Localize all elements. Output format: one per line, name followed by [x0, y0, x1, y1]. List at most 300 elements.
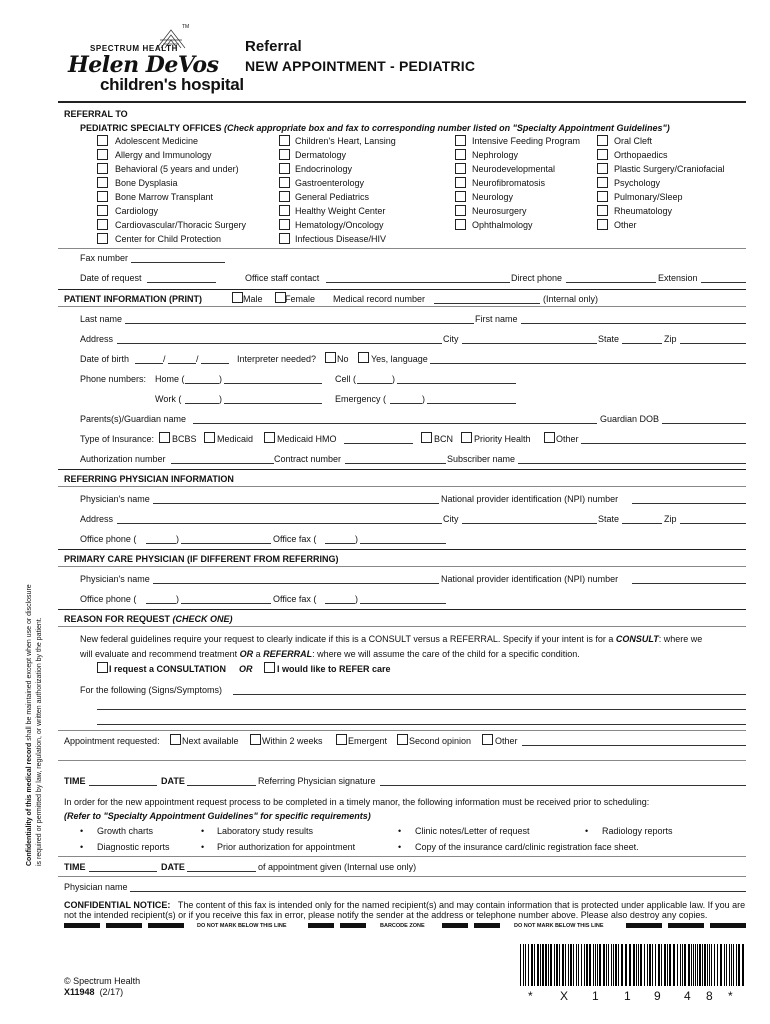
checkbox-hematology-oncology[interactable]: [279, 219, 290, 230]
barcode-bar: [707, 944, 708, 986]
date-label: DATE: [161, 776, 185, 786]
pcp-npi-label: National provider identification (NPI) number: [441, 574, 619, 584]
referring-phone-area-field[interactable]: [146, 543, 176, 544]
work-phone-label: Work (: [155, 394, 182, 404]
divider: [58, 469, 746, 470]
pcp-name-field[interactable]: [153, 583, 439, 584]
barcode-bar: [523, 944, 524, 986]
divider: [58, 760, 746, 761]
barcode-bar: [603, 944, 605, 986]
do-not-mark-label-2: DO NOT MARK BELOW THIS LINE: [514, 923, 604, 929]
office-label: Neurosurgery: [472, 206, 527, 216]
checkbox-within-2-weeks[interactable]: [250, 734, 261, 745]
confidentiality-side-note-1: Confidentiality of this medical record shall be maintained except when use or disclosure: [26, 584, 33, 866]
home-phone-field[interactable]: [224, 383, 322, 384]
barcode-char: 1: [592, 989, 599, 1003]
referring-physician-name-label: Physician's name: [80, 494, 150, 504]
checkbox-oral-cleft[interactable]: [597, 135, 608, 146]
barcode-bar: [625, 944, 627, 986]
barcode-bar: [534, 944, 535, 986]
office-label: Healthy Weight Center: [295, 206, 386, 216]
checkbox-behavioral[interactable]: [97, 163, 108, 174]
barcode-bar: [733, 944, 734, 986]
referring-city-field[interactable]: [462, 523, 597, 524]
patient-info-heading: PATIENT INFORMATION (PRINT): [64, 294, 202, 304]
checkbox-gastroenterology[interactable]: [279, 177, 290, 188]
divider: [58, 248, 746, 249]
checkbox-nephrology[interactable]: [455, 149, 466, 160]
checkbox-intensive-feeding[interactable]: [455, 135, 466, 146]
marker-block: [626, 923, 662, 928]
checkbox-medicaid-hmo[interactable]: [264, 432, 275, 443]
office-label: Cardiovascular/Thoracic Surgery: [115, 220, 247, 230]
paren-close: ): [422, 394, 425, 404]
divider: [58, 289, 746, 290]
barcode-bar: [636, 944, 637, 986]
office-label: Plastic Surgery/Craniofacial: [614, 164, 725, 174]
office-label: Other: [614, 220, 637, 230]
guidelines-note: (Refer to "Specialty Appointment Guidelines" for specific requirements): [64, 811, 371, 821]
barcode-bar: [559, 944, 560, 986]
referring-npi-field[interactable]: [632, 503, 746, 504]
phone-numbers-label: Phone numbers:: [80, 374, 147, 384]
office-label: Pulmonary/Sleep: [614, 192, 683, 202]
signs-symptoms-field-2[interactable]: [97, 709, 746, 710]
checkbox-childrens-heart[interactable]: [279, 135, 290, 146]
office-label: Intensive Feeding Program: [472, 136, 581, 146]
divider: [58, 856, 746, 857]
appointment-other-field[interactable]: [522, 745, 746, 746]
pcp-heading: PRIMARY CARE PHYSICIAN (IF DIFFERENT FROM REFERRING): [64, 554, 339, 564]
barcode-bar: [589, 944, 591, 986]
barcode-bar: [621, 944, 623, 986]
appointment-option: Second opinion: [409, 736, 472, 746]
confidential-notice-line-2: not the intended recipient(s) or if you receive this fax in error, please notify the sender at the address or telephone number above. Please also destroy any copies.: [64, 910, 708, 920]
barcode-bar: [606, 944, 607, 986]
barcode-bar: [537, 944, 539, 986]
insurance-other-field[interactable]: [581, 443, 746, 444]
yes-language-label: Yes, language: [371, 354, 428, 364]
city-label: City: [443, 334, 459, 344]
barcode-bar: [742, 944, 744, 986]
signs-symptoms-label: For the following (Signs/Symptoms): [80, 685, 223, 695]
barcode-bar: [576, 944, 577, 986]
medicaid-hmo-label: Medicaid HMO: [277, 434, 337, 444]
form-subtitle: NEW APPOINTMENT - PEDIATRIC: [245, 58, 476, 74]
office-label: Gastroenterology: [295, 178, 365, 188]
checkbox-next-available[interactable]: [170, 734, 181, 745]
checkbox-allergy-immunology[interactable]: [97, 149, 108, 160]
barcode-char: 9: [654, 989, 661, 1003]
cell-phone-field[interactable]: [397, 383, 516, 384]
barcode-bar: [581, 944, 582, 986]
barcode-bar: [658, 944, 660, 986]
barcode-bar: [548, 944, 549, 986]
last-name-label: Last name: [80, 314, 123, 324]
referring-physician-heading: REFERRING PHYSICIAN INFORMATION: [64, 474, 234, 484]
paren-close: ): [219, 394, 222, 404]
office-label: Dermatology: [295, 150, 347, 160]
required-item: Prior authorization for appointment: [217, 842, 356, 852]
insurance-other-label: Other: [556, 434, 579, 444]
paren-close: ): [355, 594, 358, 604]
barcode-bar: [578, 944, 579, 986]
checkbox-cardiovascular-thoracic[interactable]: [97, 219, 108, 230]
barcode-bar: [677, 944, 678, 986]
medicaid-label: Medicaid: [217, 434, 254, 444]
city-field[interactable]: [462, 343, 597, 344]
barcode-bar: [688, 944, 690, 986]
office-label: Rheumatology: [614, 206, 673, 216]
no-label: No: [337, 354, 349, 364]
checkbox-interpreter-no[interactable]: [325, 352, 336, 363]
pcp-fax-field[interactable]: [360, 603, 446, 604]
checkbox-adolescent-medicine[interactable]: [97, 135, 108, 146]
checkbox-bcn[interactable]: [421, 432, 432, 443]
signs-symptoms-field-1[interactable]: [233, 694, 746, 695]
office-label: Allergy and Immunology: [115, 150, 212, 160]
checkbox-bone-marrow-transplant[interactable]: [97, 191, 108, 202]
zip-label: Zip: [664, 334, 677, 344]
checkbox-appointment-other[interactable]: [482, 734, 493, 745]
checkbox-second-opinion[interactable]: [397, 734, 408, 745]
referring-signature-label: Referring Physician signature: [258, 776, 376, 786]
guardian-name-field[interactable]: [193, 423, 597, 424]
barcode-bar: [699, 944, 701, 986]
barcode-bar: [731, 944, 732, 986]
divider: [58, 549, 746, 550]
referring-office-fax-label: Office fax (: [273, 534, 317, 544]
checkbox-interpreter-yes[interactable]: [358, 352, 369, 363]
barcode-bar: [738, 944, 740, 986]
work-area-field[interactable]: [185, 403, 219, 404]
checkbox-general-pediatrics[interactable]: [279, 191, 290, 202]
pcp-phone-field[interactable]: [181, 603, 271, 604]
checkbox-healthy-weight[interactable]: [279, 205, 290, 216]
office-label: Behavioral (5 years and under): [115, 164, 239, 174]
or-label: OR: [239, 664, 253, 674]
dob-month-field[interactable]: [135, 363, 163, 364]
barcode-bar: [649, 944, 651, 986]
barcode-bar: [633, 944, 635, 986]
work-phone-field[interactable]: [224, 403, 322, 404]
date-of-request-label: Date of request: [80, 273, 142, 283]
checkbox-endocrinology[interactable]: [279, 163, 290, 174]
office-label: Cardiology: [115, 206, 159, 216]
emergency-phone-field[interactable]: [427, 403, 516, 404]
referring-state-label: State: [598, 514, 620, 524]
dob-year-field[interactable]: [201, 363, 229, 364]
paren-close: ): [392, 374, 395, 384]
referring-physician-name-field[interactable]: [153, 503, 439, 504]
barcode-bar: [655, 944, 656, 986]
home-phone-label: Home (: [155, 374, 185, 384]
referring-state-field[interactable]: [622, 523, 662, 524]
office-label: Children's Heart, Lansing: [295, 136, 396, 146]
checkbox-neurosurgery[interactable]: [455, 205, 466, 216]
first-name-field[interactable]: [521, 323, 746, 324]
referring-zip-field[interactable]: [680, 523, 746, 524]
direct-phone-label: Direct phone: [511, 273, 563, 283]
checkbox-consultation[interactable]: [97, 662, 108, 673]
marker-block: [106, 923, 142, 928]
mrn-field[interactable]: [434, 303, 540, 304]
insurance-label: Type of Insurance:: [80, 434, 155, 444]
barcode-bar: [528, 944, 529, 986]
priority-health-label: Priority Health: [474, 434, 531, 444]
fax-number-field[interactable]: [131, 262, 225, 263]
internal-only-label: (Internal only): [543, 294, 599, 304]
pcp-office-fax-label: Office fax (: [273, 594, 317, 604]
office-label: Bone Dysplasia: [115, 178, 178, 188]
checkbox-rheumatology[interactable]: [597, 205, 608, 216]
reason-heading: REASON FOR REQUEST (CHECK ONE): [64, 614, 233, 624]
contract-field[interactable]: [345, 463, 446, 464]
date-field[interactable]: [187, 785, 256, 786]
office-label: Neurodevelopmental: [472, 164, 556, 174]
office-label: Ophthalmology: [472, 220, 533, 230]
confidentiality-side-note-2: is required or permitted by law, regulation, or written authorization by the patient.: [36, 617, 43, 866]
barcode-bar: [661, 944, 662, 986]
checkbox-neurology[interactable]: [455, 191, 466, 202]
female-label: Female: [285, 294, 316, 304]
office-staff-contact-field[interactable]: [326, 282, 510, 283]
logo-mark-icon: [155, 26, 187, 50]
checkbox-medicaid[interactable]: [204, 432, 215, 443]
checkbox-neurodevelopmental[interactable]: [455, 163, 466, 174]
pcp-name-label: Physician's name: [80, 574, 150, 584]
checkbox-other-office[interactable]: [597, 219, 608, 230]
checkbox-refer-care[interactable]: [264, 662, 275, 673]
time-field[interactable]: [89, 785, 157, 786]
emergency-area-field[interactable]: [390, 403, 422, 404]
required-item: Radiology reports: [602, 826, 673, 836]
barcode-bar: [611, 944, 612, 986]
checkbox-psychology[interactable]: [597, 177, 608, 188]
barcode-bar: [573, 944, 574, 986]
referring-phone-field[interactable]: [181, 543, 271, 544]
home-area-field[interactable]: [185, 383, 219, 384]
form-title: Referral: [245, 38, 302, 55]
barcode-bar: [640, 944, 642, 986]
bullet: •: [398, 842, 402, 852]
checkbox-ophthalmology[interactable]: [455, 219, 466, 230]
given-date-field[interactable]: [187, 871, 256, 872]
referring-address-label: Address: [80, 514, 114, 524]
office-label: Orthopaedics: [614, 150, 668, 160]
direct-phone-field[interactable]: [566, 282, 656, 283]
pcp-fax-area-field[interactable]: [325, 603, 355, 604]
barcode-bar: [608, 944, 609, 986]
zip-field[interactable]: [680, 343, 746, 344]
bcn-label: BCN: [434, 434, 454, 444]
marker-block: [340, 923, 366, 928]
logo-tm: TM: [182, 24, 190, 30]
checkbox-emergent[interactable]: [336, 734, 347, 745]
checkbox-insurance-other[interactable]: [544, 432, 555, 443]
barcode-bar: [542, 944, 544, 986]
barcode-bar: [736, 944, 737, 986]
interpreter-label: Interpreter needed?: [237, 354, 317, 364]
checkbox-plastic-surgery[interactable]: [597, 163, 608, 174]
barcode-char: *: [728, 989, 733, 1003]
pcp-phone-area-field[interactable]: [146, 603, 176, 604]
checkbox-priority-health[interactable]: [461, 432, 472, 443]
barcode-bar: [673, 944, 675, 986]
cell-phone-label: Cell (: [335, 374, 357, 384]
office-label: Adolescent Medicine: [115, 136, 199, 146]
barcode-zone-label: BARCODE ZONE: [380, 923, 425, 929]
language-field[interactable]: [430, 363, 746, 364]
confidential-notice-line-1: CONFIDENTIAL NOTICE: The content of this fax is intended only for the named recipient(s) and may contain information that is protected under applicable law. If you are: [64, 900, 746, 910]
copyright: © Spectrum Health: [64, 976, 141, 986]
guardian-dob-field[interactable]: [662, 423, 746, 424]
physician-name-field[interactable]: [130, 891, 746, 892]
office-label: Infectious Disease/HIV: [295, 234, 387, 244]
barcode-char: *: [528, 989, 533, 1003]
date-of-request-field[interactable]: [147, 282, 216, 283]
appointment-option: Next available: [182, 736, 239, 746]
barcode-bar: [597, 944, 598, 986]
guardian-dob-label: Guardian DOB: [600, 414, 660, 424]
referring-address-field[interactable]: [117, 523, 442, 524]
barcode-char: 8: [706, 989, 713, 1003]
medicaid-hmo-field[interactable]: [344, 443, 413, 444]
barcode-bar: [584, 944, 585, 986]
mrn-label: Medical record number: [333, 294, 426, 304]
barcode-bar: [726, 944, 727, 986]
barcode-bar: [556, 944, 558, 986]
barcode-bar: [667, 944, 668, 986]
appointment-option: Within 2 weeks: [262, 736, 323, 746]
checkbox-neurofibromatosis[interactable]: [455, 177, 466, 188]
required-item: Clinic notes/Letter of request: [415, 826, 530, 836]
subscriber-field[interactable]: [518, 463, 746, 464]
barcode-bar: [562, 944, 564, 986]
do-not-mark-label-1: DO NOT MARK BELOW THIS LINE: [197, 923, 287, 929]
checkbox-child-protection[interactable]: [97, 233, 108, 244]
barcode-bar: [595, 944, 596, 986]
referring-fax-area-field[interactable]: [325, 543, 355, 544]
state-field[interactable]: [622, 343, 662, 344]
marker-block: [308, 923, 334, 928]
barcode-bar: [720, 944, 722, 986]
extension-field[interactable]: [701, 282, 746, 283]
given-time-label: TIME: [64, 862, 86, 872]
reason-paragraph-1: New federal guidelines require your request to clearly indicate if this is a CONSULT versus a REFERRAL. Specify if your intent is for a CONSULT: where we: [80, 634, 703, 644]
barcode-bar: [669, 944, 671, 986]
bullet: •: [398, 826, 402, 836]
office-label: Neurofibromatosis: [472, 178, 546, 188]
last-name-field[interactable]: [125, 323, 474, 324]
barcode-bar: [693, 944, 694, 986]
divider: [58, 609, 746, 610]
bullet: •: [201, 826, 205, 836]
marker-block: [474, 923, 500, 928]
cell-area-field[interactable]: [357, 383, 392, 384]
dob-label: Date of birth: [80, 354, 130, 364]
barcode-bar: [717, 944, 718, 986]
header-divider: [58, 101, 746, 103]
barcode-bar: [638, 944, 639, 986]
barcode-bar: [629, 944, 631, 986]
barcode-char: X: [560, 989, 569, 1003]
barcode-bar: [709, 944, 710, 986]
pcp-npi-field[interactable]: [632, 583, 746, 584]
referring-city-label: City: [443, 514, 459, 524]
barcode-bar: [525, 944, 526, 986]
barcode-bar: [647, 944, 648, 986]
barcode-bar: [554, 944, 555, 986]
referring-signature-field[interactable]: [380, 785, 746, 786]
divider: [58, 876, 746, 877]
referring-fax-field[interactable]: [360, 543, 446, 544]
barcode-bar: [545, 944, 547, 986]
given-date-label: DATE: [161, 862, 185, 872]
reason-paragraph-2: will evaluate and recommend treatment OR a REFERRAL: where we will assume the care of the child for a specific condition.: [80, 649, 580, 659]
logo-helen-devos: Helen DeVos: [68, 52, 219, 78]
barcode-bar: [599, 944, 601, 986]
office-label: Psychology: [614, 178, 661, 188]
office-label: Hematology/Oncology: [295, 220, 384, 230]
marker-block: [442, 923, 468, 928]
checkbox-male[interactable]: [232, 292, 243, 303]
checkbox-bcbs[interactable]: [159, 432, 170, 443]
checkbox-dermatology[interactable]: [279, 149, 290, 160]
barcode-bar: [724, 944, 725, 986]
office-label: Center for Child Protection: [115, 234, 222, 244]
barcode-bar: [695, 944, 696, 986]
checkbox-bone-dysplasia[interactable]: [97, 177, 108, 188]
authorization-field[interactable]: [171, 463, 274, 464]
barcode-bar: [568, 944, 569, 986]
dob-day-field[interactable]: [168, 363, 196, 364]
barcode-bar: [704, 944, 706, 986]
required-item: Diagnostic reports: [97, 842, 170, 852]
office-staff-contact-label: Office staff contact: [245, 273, 320, 283]
first-name-label: First name: [475, 314, 518, 324]
address-field[interactable]: [117, 343, 442, 344]
signs-symptoms-field-3[interactable]: [97, 724, 746, 725]
barcode-bar: [613, 944, 614, 986]
emergency-phone-label: Emergency (: [335, 394, 387, 404]
barcode-bar: [615, 944, 617, 986]
barcode-bar: [652, 944, 653, 986]
checkbox-pulmonary-sleep[interactable]: [597, 191, 608, 202]
checkbox-infectious-disease[interactable]: [279, 233, 290, 244]
barcode-bar: [531, 944, 533, 986]
dob-slash: /: [196, 354, 199, 364]
barcode-bar: [714, 944, 715, 986]
bullet: •: [585, 826, 589, 836]
office-label: Neurology: [472, 192, 514, 202]
divider: [58, 486, 746, 487]
guardian-name-label: Parents(s)/Guardian name: [80, 414, 187, 424]
contract-label: Contract number: [274, 454, 342, 464]
checkbox-cardiology[interactable]: [97, 205, 108, 216]
appointment-option: Other: [495, 736, 518, 746]
office-label: Bone Marrow Transplant: [115, 192, 214, 202]
fax-number-label: Fax number: [80, 253, 129, 263]
divider: [58, 626, 746, 627]
state-label: State: [598, 334, 620, 344]
required-item: Copy of the insurance card/clinic registration face sheet.: [415, 842, 639, 852]
checkbox-orthopaedics[interactable]: [597, 149, 608, 160]
consultation-label: I request a CONSULTATION: [109, 664, 227, 674]
office-label: Endocrinology: [295, 164, 353, 174]
given-time-field[interactable]: [89, 871, 157, 872]
physician-name-label: Physician name: [64, 882, 128, 892]
